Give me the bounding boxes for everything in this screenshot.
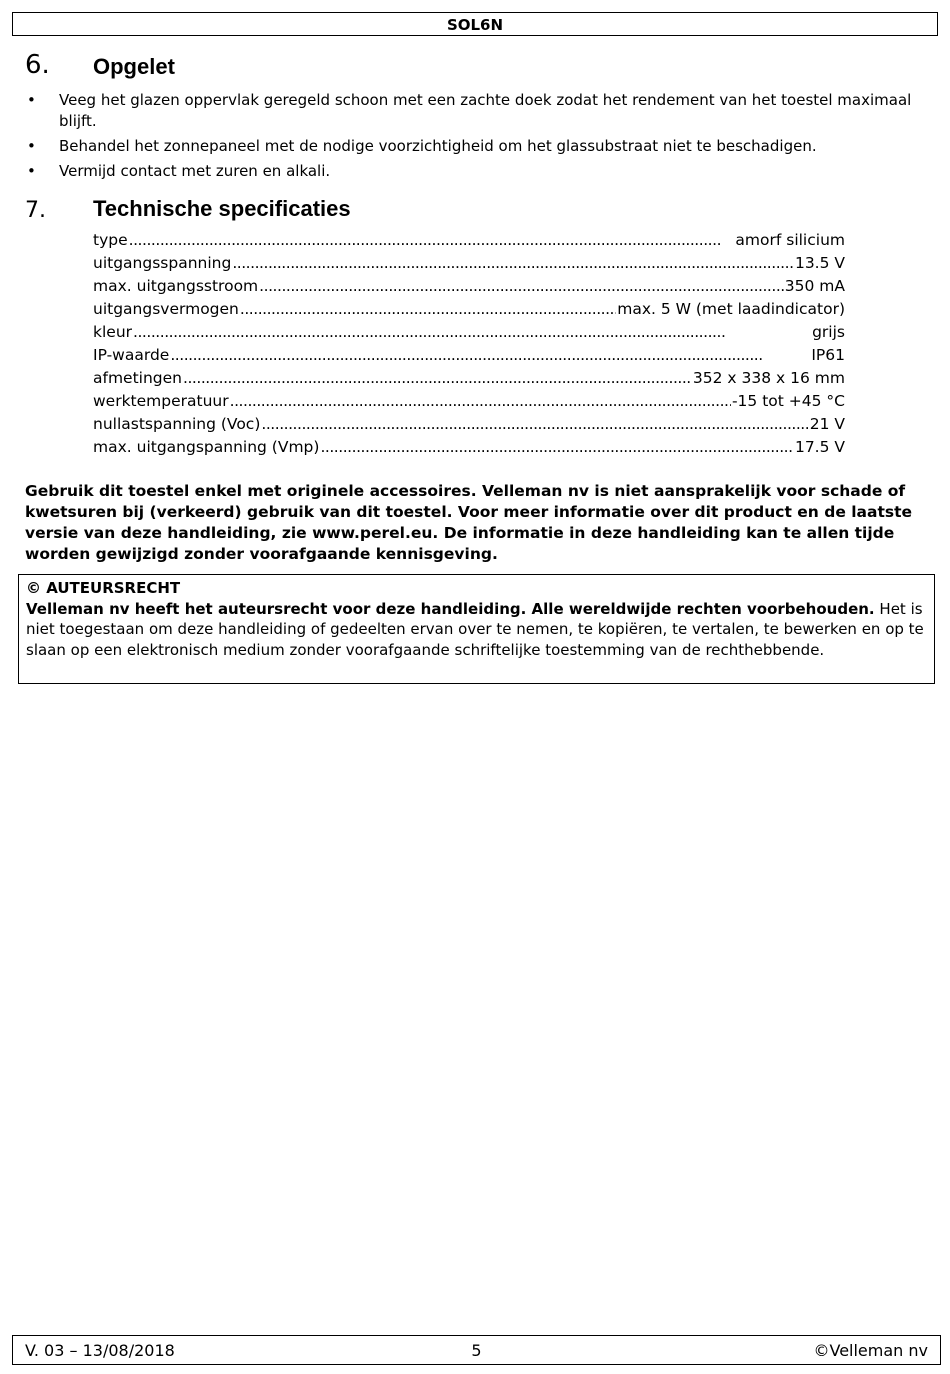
dot-leader [133,321,811,344]
footer-version: V. 03 – 13/08/2018 [25,1341,175,1360]
bullet-icon: • [27,137,36,155]
section-7-number: 7. [25,198,46,223]
list-item: • Behandel het zonnepaneel met de nodige voorzichtigheid om het glassubstraat niet te beschadigen. [27,137,817,155]
dot-leader [170,344,810,367]
copyright-box [18,574,935,684]
spec-row: IP-waarde . . . IP61 [93,344,845,367]
dot-leader [240,298,616,321]
footer-company: ©Velleman nv [813,1341,928,1360]
dot-leader [183,367,692,390]
spec-row: afmetingen . . . 352 x 338 x 16 mm [93,367,845,390]
precautions-list [25,90,920,186]
spec-row: type . . . amorf silicium [93,229,845,252]
spec-row: max. uitgangsstroom . . . 350 mA [93,275,845,298]
list-item: • Veeg het glazen oppervlak geregeld schoon met een zachte doek zodat het rendement van het toestel maximaal blijft. [27,91,912,130]
section-6-number: 6. [25,50,50,80]
section-6-title: Opgelet [93,54,175,79]
spec-row: kleur . . . grijs [93,321,845,344]
dot-leader [320,436,794,459]
dot-leader [129,229,735,252]
copyright-heading: © AUTEURSRECHT [26,579,181,597]
header-title: SOL6N [446,16,504,34]
specs-list [93,229,845,459]
section-7-title: Technische specificaties [93,196,351,221]
dot-leader [261,413,808,436]
spec-row: uitgangsvermogen . . . max. 5 W (met laadindicator) [93,298,845,321]
copyright-body: Velleman nv heeft het auteursrecht voor deze handleiding. Alle wereldwijde rechten voorbehouden. Het is niet toegestaan om deze handleiding of gedeelten ervan over te nemen, te kopiëren, te vertalen, te bewerken en op te slaan op een elektronisch medium zonder voorafgaande schriftelijke toestemming van de rechthebbende. [26,599,924,659]
dot-leader [259,275,784,298]
page-footer [12,1335,941,1365]
page-number: 5 [471,1341,482,1360]
spec-row: max. uitgangspanning (Vmp) . . . 17.5 V [93,436,845,459]
bullet-icon: • [27,162,36,180]
dot-leader [232,252,794,275]
list-item: • Vermijd contact met zuren en alkali. [27,162,331,180]
bullet-icon: • [27,91,36,109]
spec-row: werktemperatuur . . . -15 tot +45 °C [93,390,845,413]
spec-row: nullastspanning (Voc) . . . 21 V [93,413,845,436]
dot-leader [230,390,731,413]
spec-row: uitgangsspanning . . . 13.5 V [93,252,845,275]
page-header [12,12,938,36]
usage-notice: Gebruik dit toestel enkel met originele accessoires. Velleman nv is niet aansprakelijk voor schade of kwetsuren bij (verkeerd) gebruik van dit toestel. Voor meer informatie over dit product en de laatste versie van deze handleiding, zie www.perel.eu. De informatie in deze handleiding kan te allen tijde worden gewijzigd zonder voorafgaande kennisgeving. [25,482,913,563]
